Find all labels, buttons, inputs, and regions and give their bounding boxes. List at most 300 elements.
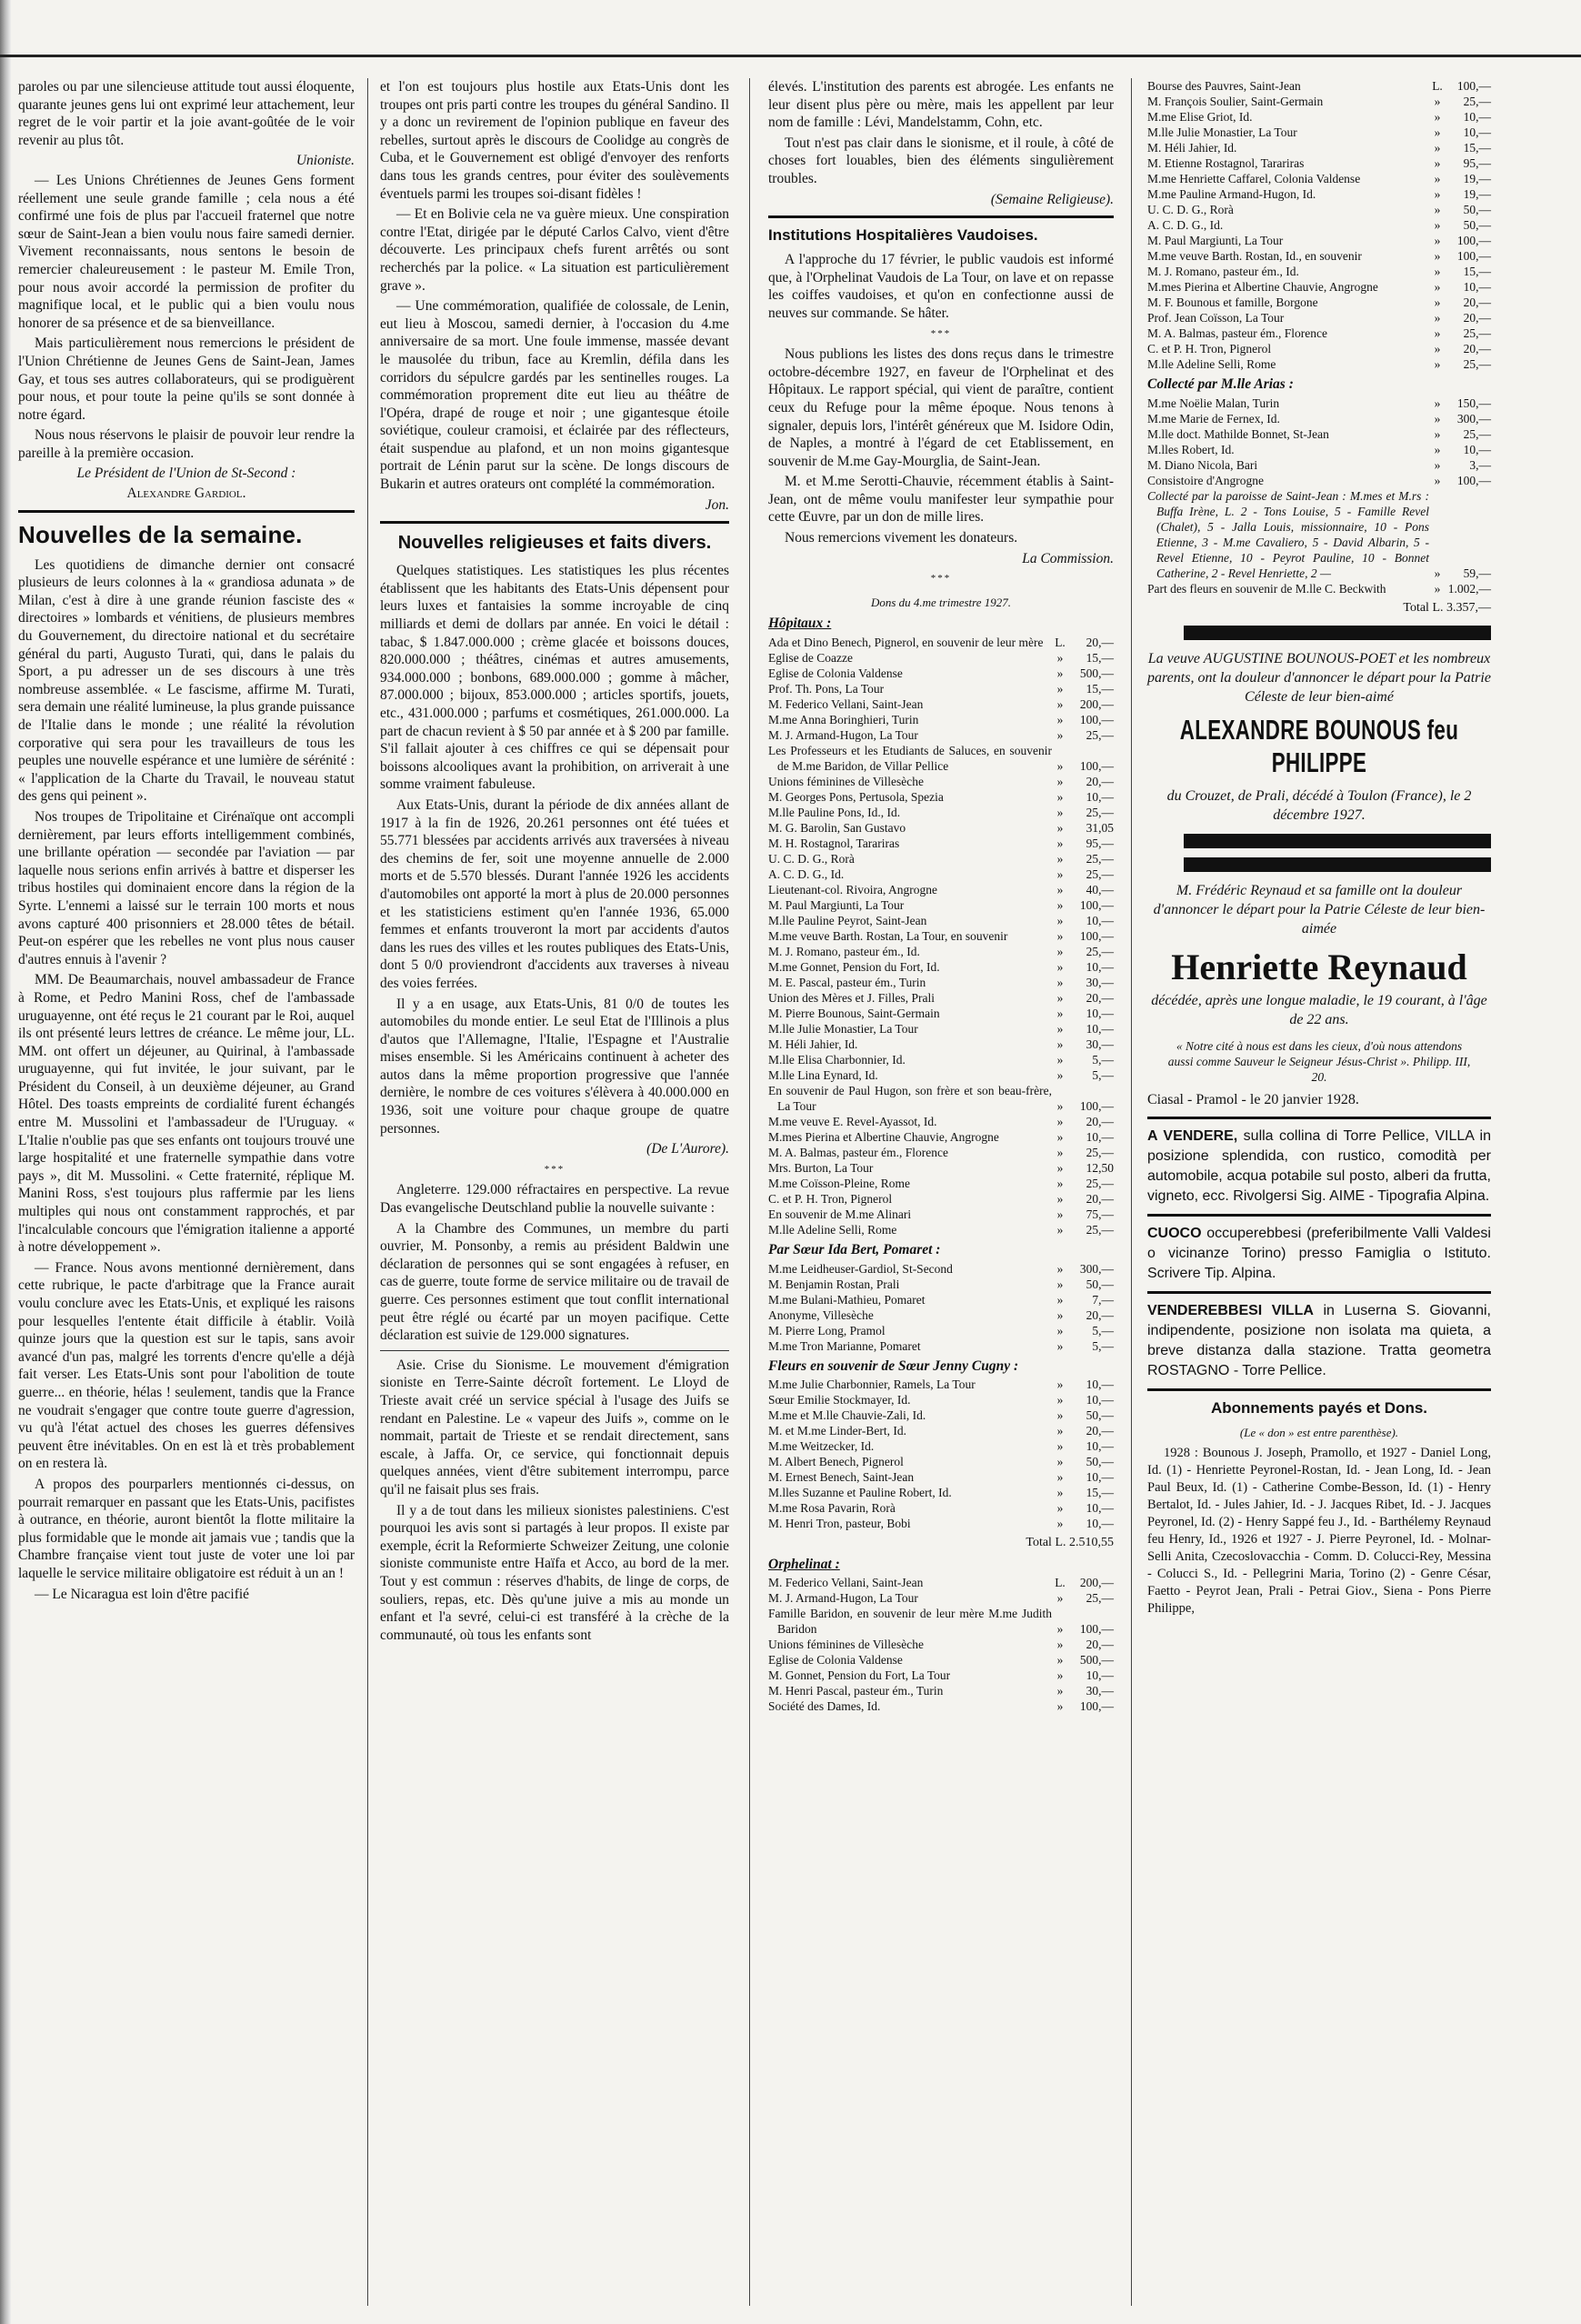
donation-amount: 30,—	[1086, 1037, 1114, 1052]
donation-row	[768, 1067, 1114, 1083]
donation-amount: 150,—	[1456, 396, 1491, 410]
donations-list	[1147, 78, 1491, 372]
currency-mark: »	[1056, 867, 1064, 882]
currency-mark: L.	[1432, 79, 1443, 93]
donation-amount: 20,—	[1086, 1638, 1114, 1652]
currency-mark: »	[1056, 1470, 1064, 1485]
donation-amount: 100,—	[1456, 249, 1491, 263]
currency-mark: »	[1056, 1277, 1064, 1291]
list-title: Hôpitaux :	[768, 616, 832, 632]
donor-name: M.me Tron Marianne, Pomaret	[768, 1338, 921, 1353]
donation-row	[1147, 442, 1491, 457]
donor-name: Eglise de Colonia Valdense	[768, 666, 903, 681]
donation-row	[1147, 279, 1491, 295]
donation-row	[768, 897, 1114, 913]
currency-mark: »	[1056, 1323, 1064, 1337]
donation-amount: 15,—	[1086, 682, 1114, 696]
donation-amount: 15,—	[1086, 651, 1114, 666]
donation-row	[768, 820, 1114, 836]
paragraph: et l'on est toujours plus hostile aux Etats-Unis dont les troupes ont pris parti contre les troupes du général Sandino. Il y a donc un revirement de l'opinion publique en faveur des rebelles, surtout après le discours de Coolidge au congrès de Cuba, et le Gouvernement est obligé d'envoyer des renforts dans tous les grands centres, pour éviter des soulèvements éventuels parmi les troupes soi-disant fidèles !	[380, 79, 729, 202]
donation-amount: 100,—	[1079, 929, 1114, 944]
donation-row	[768, 928, 1114, 944]
donation-row	[1147, 248, 1491, 264]
donation-amount: 25,—	[1086, 806, 1114, 820]
donation-row	[1147, 326, 1491, 341]
paragraph: Mais particulièrement nous remercions le président de l'Union Chrétienne de Jeunes Gens de Saint-Jean, James Gay, et tous ses autres collaborateurs, qui se prodiguèrent pour nous, et pour toute la peine qu'ils se sont donnée à notre égard.	[18, 336, 355, 423]
donor-name: Unions féminines de Villesèche	[768, 1638, 925, 1652]
donor-name: Société des Dames, Id.	[768, 1699, 881, 1714]
donor-name: Sœur Emilie Stockmayer, Id.	[768, 1393, 911, 1407]
donor-name: M.me Rosa Pavarin, Rorà	[768, 1501, 896, 1516]
currency-mark: »	[1056, 1115, 1064, 1129]
donation-amount: 10,—	[1086, 1377, 1114, 1392]
donation-row	[768, 1652, 1114, 1668]
signature: (Semaine Religieuse).	[990, 191, 1114, 207]
paragraph: Asie. Crise du Sionisme. Le mouvement d'émigration sioniste en Terre-Sainte décroît fortement. Le Lloyd de Trieste avait créé un service spécial à l'usage des Juifs se rendant en Palestine. Le « vapeur des Juifs », comme on le nommait, partait de Trieste et se rendait directement, sans escale, à Jaffa. Or, ce service, qui fonctionnait depuis quelques années, vient d'être subitement interrompu, parce qu'il ne faisait plus ses frais.	[380, 1357, 729, 1498]
donations-list	[768, 1575, 1114, 1714]
currency-mark: »	[1056, 1099, 1064, 1114]
donation-amount: 200,—	[1079, 1576, 1114, 1590]
currency-mark: »	[1056, 1192, 1064, 1207]
currency-mark: »	[1434, 357, 1441, 371]
donation-amount: 20,—	[1086, 1192, 1114, 1207]
donation-amount: 20,—	[1463, 342, 1491, 356]
donation-row	[768, 1377, 1114, 1392]
currency-mark: »	[1056, 1146, 1064, 1160]
donation-amount: 300,—	[1079, 1261, 1114, 1276]
donation-row	[768, 959, 1114, 975]
donor-name: M. et M.me Linder-Bert, Id.	[768, 1424, 906, 1438]
donor-name: M. J. Armand-Hugon, La Tour	[768, 728, 918, 743]
donation-row	[768, 975, 1114, 990]
donation-row	[768, 1454, 1114, 1469]
donation-amount: 15,—	[1463, 141, 1491, 155]
donor-name: M.me Anna Boringhieri, Turin	[768, 713, 919, 727]
currency-mark: »	[1434, 249, 1441, 263]
currency-mark: »	[1056, 883, 1064, 897]
donation-row	[1147, 426, 1491, 442]
donation-row	[1147, 125, 1491, 140]
donor-name: M.lle Adeline Selli, Rome	[768, 1223, 897, 1237]
donation-row	[768, 1590, 1114, 1606]
donation-row	[768, 743, 1114, 774]
obituary-name: Henriette Reynaud	[1171, 947, 1467, 988]
classified-ad	[1147, 1224, 1491, 1284]
donor-name: M. Georges Pons, Pertusola, Spezia	[768, 790, 944, 805]
section-heading: Institutions Hospitalières Vaudoises.	[768, 226, 1038, 245]
obituary-quote: « Notre cité à nous est dans les cieux, d'où nous attendons aussi comme Sauveur le Seigneur Jésus-Christ ». Philipp. III, 20.	[1167, 1039, 1471, 1085]
donor-name: M. Ernest Benech, Saint-Jean	[768, 1470, 915, 1485]
currency-mark: »	[1434, 442, 1441, 456]
donation-amount: 10,—	[1086, 1022, 1114, 1037]
donation-row	[1147, 171, 1491, 186]
donation-amount: 25,—	[1463, 426, 1491, 441]
currency-mark: »	[1056, 960, 1064, 975]
currency-mark: »	[1056, 1638, 1064, 1652]
donation-amount: 19,—	[1463, 172, 1491, 185]
donor-name: M.lle Pauline Peyrot, Saint-Jean	[768, 914, 927, 928]
donations-total: Total L. 3.357,—	[1403, 600, 1491, 615]
donation-amount: 100,—	[1456, 234, 1491, 247]
donation-row	[768, 1052, 1114, 1067]
section-heading: Nouvelles de la semaine.	[18, 520, 303, 548]
donation-row	[1147, 109, 1491, 125]
paragraph: MM. De Beaumarchais, nouvel ambassadeur de France à Rome, et Pedro Manini Ross, chef de l'ambassade uruguayenne, ont été reçus le 21 courant par le Roi, auquel ils ont présenté leurs lettres de créance. Le même jour, LL. MM. ont offert un déjeuner, au Quirinal, à l'ambassade uruguayenne, qui fut invitée, le jour suivant, par le Président du Conseil, à un deuxième déjeuner, au Grand Hôtel. Des toasts empreints de cordialité furent échangés entre M. Mussolini et l'ambassadeur de l'Uruguay. « L'Italie n'oublie pas que ses enfants ont toujours trouvé une large hospitalité et une fraternelle sympathie dans votre pays », dit M. Mussolini. « Cette fraternité, réplique M. Manini Ross, s'est toujours plus raffermie par les liens multiples qui nous ont constamment rapprochés, et par l'incalculable concours que l'émigration italienne a apporté à notre développement ».	[18, 972, 355, 1256]
donor-name: M.me Elise Griot, Id.	[1147, 110, 1253, 124]
donor-name: M.me Noëlie Malan, Turin	[1147, 396, 1280, 410]
donor-name: M.lle Pauline Pons, Id., Id.	[768, 806, 901, 820]
donation-row	[768, 1222, 1114, 1237]
paragraph: 1928 : Bounous J. Joseph, Pramollo, et 1927 - Daniel Long, Id. (1) - Henriette Peyronel-Rostan, Id. - Jean Long, Id. - Jean Paul Beux, Id. (1) - Catherine Combe-Besson, Id. (1) - Henry Bertalot, Id. - Jules Jahier, Id. - J. Jacques Ribet, Id. - J. Jacques Peyronel, Id. (2) - Henry Sappé feu J., Id. - Barthélemy Reynaud feu Henry, Id., 1926 et 1927 - J. Pierre Peyronel, Id. - Molnar-Selli Anita, Czecoslovacchia - Comm. D. Colucci-Rey, Messina - Colucci S., Id. - Pellegrini Maria, Torino (2) - Genre César, Faetto - Peyrot Jean, Prali - Petrai Giov., Siena - Pons Pierre Philippe,	[1147, 1445, 1491, 1616]
section-rule	[1147, 1291, 1491, 1294]
list-title: Collecté par M.lle Arias :	[1147, 376, 1294, 392]
donation-row	[768, 1500, 1114, 1516]
donation-amount: 25,—	[1086, 945, 1114, 959]
signature: Jon.	[705, 496, 729, 513]
list-title: Orphelinat :	[768, 1556, 840, 1572]
donor-name: Bourse des Pauvres, Saint-Jean	[1147, 79, 1301, 93]
separator-stars: ***	[544, 1163, 565, 1175]
donation-amount: 10,—	[1463, 125, 1491, 139]
currency-mark: »	[1056, 713, 1064, 727]
donor-name: M. Héli Jahier, Id.	[768, 1037, 858, 1052]
donation-row	[768, 774, 1114, 789]
paragraph: — Le Nicaragua est loin d'être pacifié	[35, 1586, 250, 1602]
currency-mark: »	[1056, 1161, 1064, 1176]
currency-mark: »	[1434, 473, 1441, 487]
donation-row	[768, 1160, 1114, 1176]
currency-mark: »	[1056, 1053, 1064, 1067]
donor-name: U. C. D. G., Rorà	[768, 852, 855, 866]
paragraph: — Et en Bolivie cela ne va guère mieux. Une conspiration contre l'Etat, dirigée par le député Carlos Calvo, vient d'être découverte. Les principaux chefs furent arrêtés ou sont recherchés par la police. « La situation est particulièrement grave ».	[380, 206, 729, 294]
currency-mark: »	[1056, 929, 1064, 944]
currency-mark: »	[1434, 396, 1441, 410]
donor-name: A. C. D. G., Id.	[1147, 218, 1224, 232]
donor-name: Unions féminines de Villesèche	[768, 775, 925, 789]
donation-amount: 20,—	[1086, 1115, 1114, 1129]
donation-row	[768, 944, 1114, 959]
currency-mark: »	[1056, 1037, 1064, 1052]
donation-row	[768, 789, 1114, 805]
donation-amount: 100,—	[1456, 79, 1491, 93]
donation-row	[768, 1207, 1114, 1222]
donation-row	[768, 1668, 1114, 1683]
donation-amount: 10,—	[1086, 1517, 1114, 1531]
currency-mark: »	[1434, 156, 1441, 170]
donation-amount: 10,—	[1086, 1393, 1114, 1407]
donation-row	[1147, 581, 1491, 596]
currency-mark: »	[1434, 280, 1441, 294]
currency-mark: »	[1056, 1130, 1064, 1145]
currency-mark: »	[1434, 326, 1441, 340]
column-3	[768, 78, 1114, 1714]
donation-amount: 10,—	[1086, 960, 1114, 975]
currency-mark: »	[1434, 187, 1441, 201]
donations-list	[1147, 396, 1491, 488]
donation-amount: 25,—	[1463, 326, 1491, 340]
currency-mark: »	[1056, 945, 1064, 959]
currency-mark: »	[1056, 1022, 1064, 1037]
donations-list	[1147, 488, 1491, 596]
donor-name: M.me Pauline Armand-Hugon, Id.	[1147, 187, 1316, 201]
donor-name: Famille Baridon, en souvenir de leur mère M.me Judith Baridon	[768, 1607, 1052, 1637]
donation-row	[768, 866, 1114, 882]
paragraph: A l'approche du 17 février, le public vaudois est informé que, à l'Orphelinat Vaudois de La Tour, on lave et on repasse les coiffes vaudoises, et qu'on en confectionne aussi de neuves sur commande. Se hâter.	[768, 252, 1114, 321]
donation-amount: 20,—	[1086, 775, 1114, 789]
donor-name: C. et P. H. Tron, Pignerol	[1147, 342, 1272, 356]
donation-row	[1147, 396, 1491, 411]
donation-amount: 5,—	[1092, 1323, 1114, 1337]
donation-amount: 50,—	[1086, 1277, 1114, 1291]
currency-mark: »	[1434, 311, 1441, 325]
donation-amount: 20,—	[1086, 1424, 1114, 1438]
donor-name: En souvenir de Paul Hugon, son frère et son beau-frère, La Tour	[768, 1084, 1052, 1114]
donation-row	[768, 1606, 1114, 1637]
donation-row	[768, 1516, 1114, 1531]
donation-row	[1147, 473, 1491, 488]
donation-row	[768, 712, 1114, 727]
currency-mark: »	[1056, 1668, 1064, 1683]
signature: La Commission.	[1022, 550, 1114, 566]
currency-mark: »	[1056, 1684, 1064, 1698]
currency-mark: »	[1056, 852, 1064, 866]
section-rule	[1147, 1117, 1491, 1119]
donation-row	[1147, 356, 1491, 372]
currency-mark: »	[1056, 697, 1064, 712]
donation-amount: 25,—	[1086, 728, 1114, 743]
donation-row	[768, 1683, 1114, 1698]
top-rule	[0, 55, 1581, 57]
currency-mark: »	[1056, 1424, 1064, 1438]
currency-mark: »	[1056, 898, 1064, 913]
donation-amount: 100,—	[1079, 1699, 1114, 1714]
donation-row	[768, 1145, 1114, 1160]
donation-amount: 7,—	[1092, 1292, 1114, 1307]
currency-mark: »	[1434, 457, 1441, 472]
currency-mark: »	[1434, 218, 1441, 232]
donation-amount: 10,—	[1463, 110, 1491, 124]
donation-row	[768, 1176, 1114, 1191]
donation-row	[768, 681, 1114, 696]
donation-amount: 100,—	[1079, 1622, 1114, 1637]
currency-mark: »	[1056, 759, 1064, 774]
currency-mark: »	[1056, 1408, 1064, 1423]
currency-mark: »	[1056, 914, 1064, 928]
donation-row	[768, 1423, 1114, 1438]
donor-name: M.me Coïsson-Pleine, Rome	[768, 1177, 910, 1191]
donor-name: M. Pierre Long, Pramol	[768, 1323, 886, 1337]
donation-amount: 59,—	[1463, 566, 1491, 580]
ad-text: occuperebbesi (preferibilmente Valli Valdesi o vicinanze Torino) presso Famiglia o Istituto. Scrivere Tip. Alpina.	[1147, 1226, 1491, 1282]
donation-row	[768, 1083, 1114, 1114]
donation-amount: 95,—	[1086, 836, 1114, 851]
section-heading: Abonnements payés et Dons.	[1210, 1399, 1428, 1417]
currency-mark: »	[1056, 976, 1064, 990]
currency-mark: »	[1056, 1007, 1064, 1021]
currency-mark: »	[1434, 141, 1441, 155]
donation-amount: 50,—	[1086, 1455, 1114, 1469]
donation-row	[768, 1637, 1114, 1652]
donor-name: M.lle Elisa Charbonnier, Id.	[768, 1053, 906, 1067]
donor-name: Les Professeurs et les Etudiants de Saluces, en souvenir de M.me Baridon, de Villar Pellice	[768, 744, 1052, 774]
obituary-intro: La veuve AUGUSTINE BOUNOUS-POET et les nombreux parents, ont la douleur d'annoncer le départ pour la Patrie Céleste de leur bien-aimé	[1147, 651, 1491, 706]
currency-mark: »	[1056, 666, 1064, 681]
donation-row	[768, 1392, 1114, 1407]
obituary-name: ALEXANDRE BOUNOUS feu PHILIPPE	[1179, 714, 1459, 779]
donation-amount: 10,—	[1463, 280, 1491, 294]
paragraph: Quelques statistiques. Les statistiques les plus récentes établissent que les habitants des Etats-Unis dépensent pour leurs luxes et fantaisies la somme incroyable de cinq milliards et demi de dollars par année. En voici le détail : tabac, $ 1.847.000.000 ; crème glacée et boissons douces, 820.000.000 ; théâtres, cinémas et autres amusements, 934.000.000 ; bonbons, 689.000.000 ; gomme à mâcher, 87.000.000 ; bijoux, 853.000.000 ; articles sportifs, jouets, etc., 431.000.000 ; parfums et cosmétiques, 261.000.000. La part de chacun revient à $ 50 par année et à $ 200 par famille. S'il fallait ajouter à ces chiffres ce qui se dépensait pour boissons alcooliques avant la prohibition, on arriverait à une somme vraiment fabuleuse.	[380, 563, 729, 793]
paragraph: Les quotidiens de dimanche dernier ont consacré plusieurs de leurs colonnes à la « grandiosa adunata » de Milan, c'est à dire à une grande réunion fasciste des « directoires » lombards et vénitiens, de plusieurs membres du Gouvernement, du directoire national et du secrétaire général du parti, Augusto Turati, qui, dans le palais du Sport, a pu adresser un de ses discours à une très nombreuse assemblée. « Le fascisme, affirme M. Turati, sera demain une réalité lumineuse, la plus grande puissance de l'Italie dans le monde ; une réalité la révolution corporative qui sera pour les travailleurs de tous les peuples une nouvelle espérance et une lumière de sérénité : « l'application de la Charte du Travail, le nouveau statut des gens qui peinent ».	[18, 556, 355, 805]
currency-mark: »	[1056, 1068, 1064, 1083]
donation-row	[768, 1191, 1114, 1207]
donation-row	[768, 1037, 1114, 1052]
currency-mark: »	[1056, 1261, 1064, 1276]
donor-name: M. A. Balmas, pasteur ém., Florence	[768, 1146, 948, 1160]
paragraph: A la Chambre des Communes, un membre du parti ouvrier, M. Ponsonby, a remis au président Baldwin une déclaration de personnes qui se sont engagées à refuser, en cas de guerre, toute forme de service militaire ou de travail de guerre. Ces personnes estiment que tout conflit international peut être réglé ou écarté par un moyen pacifique. Cette déclaration est suivie de 129.000 signatures.	[380, 1220, 729, 1344]
donations-list	[768, 1377, 1114, 1531]
paragraph: Il y a en usage, aux Etats-Unis, 81 0/0 de toutes les automobiles du monde entier. Le seul Etat de l'Illinois a plus d'autos que l'Allemagne, l'Italie, l'Espagne et l'Australie mises ensemble. Si les Américains continuent à acheter des autos dans la même proportion progressive que l'année dernière, le nombre de ces voitures s'élèvera à 40.000.000 en 1936, soit une voiture pour chaque groupe de quatre personnes.	[380, 996, 729, 1137]
donation-amount: 50,—	[1463, 218, 1491, 232]
donation-row	[768, 805, 1114, 820]
donation-amount: 15,—	[1463, 265, 1491, 278]
currency-mark: »	[1056, 1501, 1064, 1516]
donor-name: M.me Marie de Fernex, Id.	[1147, 411, 1280, 426]
donor-name: M.lle Julie Monastier, La Tour	[768, 1022, 918, 1037]
donor-name: M. Pierre Bounous, Saint-Germain	[768, 1007, 940, 1021]
donation-row	[768, 1698, 1114, 1714]
donation-amount: 12,50	[1086, 1161, 1114, 1176]
donation-row	[1147, 264, 1491, 279]
donation-row	[768, 1575, 1114, 1590]
donation-row	[1147, 457, 1491, 473]
donation-amount: 100,—	[1079, 713, 1114, 727]
section-rule	[380, 521, 729, 524]
paragraph: — Les Unions Chrétiennes de Jeunes Gens forment réellement une seule grande famille ; cela nous a été confirmé une fois de plus par l'accueil fraternel que notre sœur de Saint-Jean a bien voulu nous faire samedi dernier. Vivement reconnaissants, nous sentons le besoin de remercier chaleureusement : le pasteur M. Emile Tron, pour nous avoir accordé la permission de profiter du magnifique local, et le public qui a bien voulu nous honorer de sa présence et de sa bienveillance.	[18, 172, 355, 331]
currency-mark: »	[1056, 682, 1064, 696]
donation-row	[1147, 341, 1491, 356]
paragraph: — Une commémoration, qualifiée de colossale, de Lenin, eut lieu à Moscou, samedi dernier, à l'occasion du 4.me anniversaire de sa mort. Une foule immense, massée devant le mausolée du tribun, face au Kremlin, défila dans les corridors du sépulcre gardés par les sentinelles rouges. La commémoration proprement dite eut lieu au théâtre de l'Opéra, drapé de rouge et noir ; une gigantesque étoile soviétique, couleur cramoisi, et éclairée par des réflecteurs, était suspendue au plafond, et un non moins gigantesque portrait de Lénin parut sur la scène. De longs discours de Bukarin et autres orateurs ont complété la commémoration.	[380, 298, 729, 493]
ad-text: in Luserna S. Giovanni, indipendente, posizione non isolata ma quieta, a breve distanza dalla stazione. Tratta geometra ROSTAGNO - Torre Pellice.	[1147, 1303, 1491, 1379]
currency-mark: »	[1056, 728, 1064, 743]
donation-amount: 25,—	[1086, 1591, 1114, 1606]
donor-name: M. Paul Margiunti, La Tour	[1147, 234, 1284, 247]
donation-row	[768, 1307, 1114, 1323]
donation-row	[768, 696, 1114, 712]
donor-name: Prof. Th. Pons, La Tour	[768, 682, 885, 696]
currency-mark: »	[1056, 1699, 1064, 1714]
signature: Le Président de l'Union de St-Second :	[76, 466, 296, 482]
donation-amount: 75,—	[1086, 1207, 1114, 1222]
donation-amount: 200,—	[1079, 697, 1114, 712]
donation-row	[768, 836, 1114, 851]
section-note: (Le « don » est entre parenthèse).	[1239, 1426, 1399, 1440]
currency-mark: »	[1056, 1177, 1064, 1191]
currency-mark: »	[1434, 110, 1441, 124]
donation-amount: 20,—	[1086, 1307, 1114, 1322]
donation-row	[768, 990, 1114, 1006]
donation-amount: 20,—	[1086, 991, 1114, 1006]
currency-mark: »	[1056, 775, 1064, 789]
section-rule	[18, 510, 355, 513]
donor-name: M. Etienne Rostagnol, Tarariras	[1147, 156, 1305, 170]
column-2	[380, 78, 729, 1647]
donor-name: M.lle Adeline Selli, Rome	[1147, 357, 1276, 371]
obituary-details: décédée, après une longue maladie, le 19 courant, à l'âge de 22 ans.	[1151, 993, 1487, 1028]
donor-name: M. Diano Nicola, Bari	[1147, 457, 1258, 472]
currency-mark: »	[1056, 1486, 1064, 1500]
column-4	[1147, 78, 1491, 1620]
currency-mark: »	[1434, 265, 1441, 278]
donor-name: M. G. Barolin, San Gustavo	[768, 821, 906, 836]
currency-mark: »	[1434, 411, 1441, 426]
donation-amount: 20,—	[1463, 296, 1491, 309]
column-rule	[749, 78, 750, 2306]
classified-ad	[1147, 1127, 1491, 1207]
section-rule	[768, 215, 1114, 218]
donor-name: Anonyme, Villesèche	[768, 1307, 874, 1322]
donation-amount: 100,—	[1079, 898, 1114, 913]
donor-name: M. Gonnet, Pension du Fort, La Tour	[768, 1668, 951, 1683]
paragraph: Aux Etats-Unis, durant la période de dix années allant de 1917 à la fin de 1926, 20.261 personnes ont été tuées et 55.771 blessées par accidents arrivés aux traversées à niveau des chemins de fer, soit une moyenne annuelle de 2.000 morts et de 5.570 blessés. Durant l'année 1926 les accidents d'automobiles ont apporté la mort à plus de 20.000 personnes et les statisticiens estiment qu'en l'année 1936, 65.000 femmes et enfants trouveront la mort par accidents d'autos dans les rues des villes et les routes publiques des Etats-Unis, dont 5 0/0 proviendront d'accidents aux traverses à niveau des voies ferrées.	[380, 796, 729, 991]
paragraph: Nous nous réservons le plaisir de pouvoir leur rendre la pareille à la première occasion.	[18, 427, 355, 461]
donor-name: M.me et M.lle Chauvie-Zali, Id.	[768, 1408, 926, 1423]
list-title: Fleurs en souvenir de Sœur Jenny Cugny :	[768, 1357, 1019, 1374]
donation-row	[768, 1021, 1114, 1037]
donation-amount: 40,—	[1086, 883, 1114, 897]
donor-name: M.me Gonnet, Pension du Fort, Id.	[768, 960, 940, 975]
donation-amount: 95,—	[1463, 156, 1491, 170]
donation-amount: 20,—	[1086, 636, 1114, 650]
donor-name: Eglise de Colonia Valdense	[768, 1653, 903, 1668]
donor-name: M. Henri Tron, pasteur, Bobi	[768, 1517, 911, 1531]
paragraph: Nos troupes de Tripolitaine et Cirénaïque ont accompli dernièrement, par leurs efforts intelligemment combinés, une brillante opération — secondée par l'aviation — par laquelle nous serions enfin arrivés à battre et disperser les tribus hostiles qui dominaient encore dans la région de la Syrte. L'ennemi a laissé sur le terrain 100 morts et nous avons capturé 400 prisonniers et 28.000 têtes de bétail. Peut-on espérer que les rebelles ne vont plus nous causer d'autres ennuis à l'avenir ?	[18, 808, 355, 967]
donation-amount: 10,—	[1463, 442, 1491, 456]
donation-amount: 25,—	[1086, 1223, 1114, 1237]
page-edge	[0, 0, 11, 2324]
donor-name: M. E. Pascal, pasteur ém., Turin	[768, 976, 926, 990]
donation-amount: 500,—	[1079, 1653, 1114, 1668]
donor-name: M.me veuve E. Revel-Ayassot, Id.	[768, 1115, 937, 1129]
donation-row	[768, 1292, 1114, 1307]
signature-name: Alexandre Gardiol.	[126, 486, 246, 502]
currency-mark: »	[1056, 991, 1064, 1006]
donation-row	[768, 1338, 1114, 1354]
donation-amount: 3,—	[1469, 457, 1491, 472]
donation-row	[1147, 78, 1491, 94]
donation-row	[768, 1277, 1114, 1292]
paragraph: M. et M.me Serotti-Chauvie, récemment établis à Saint-Jean, ont de même voulu manifester leur sympathie pour cette Œuvre, par un don de mille lires.	[768, 474, 1114, 526]
signature: Unioniste.	[295, 153, 355, 169]
donation-row	[768, 1129, 1114, 1145]
donation-row	[1147, 186, 1491, 202]
section-rule	[1147, 1388, 1491, 1391]
separator-stars: ***	[930, 327, 952, 339]
obituary-intro: M. Frédéric Reynaud et sa famille ont la douleur d'annoncer le départ pour la Patrie Céleste de leur bien-aimée	[1153, 883, 1486, 937]
paragraph: Tout n'est pas clair dans le sionisme, et il roule, à côté de choses fort louables, bien des éléments singulièrement troubles.	[768, 135, 1114, 186]
donor-name: M. H. Rostagnol, Tarariras	[768, 836, 900, 851]
donation-row	[1147, 488, 1491, 581]
donation-amount: 5,—	[1092, 1338, 1114, 1353]
mourning-bar	[1184, 626, 1491, 640]
donation-amount: 10,—	[1086, 1007, 1114, 1021]
column-1	[18, 78, 355, 1606]
donor-name: M. Henri Pascal, pasteur ém., Turin	[768, 1684, 944, 1698]
donor-name: M. J. Romano, pasteur ém., Id.	[768, 945, 920, 959]
donor-name: Consistoire d'Angrogne	[1147, 473, 1265, 487]
ad-lead: VENDEREBBESI VILLA	[1147, 1303, 1314, 1319]
paragraph: — France. Nous avons mentionné dernièrement, dans cette rubrique, le pacte d'arbitrage que la France aurait voulu conclure avec les Etats-Unis, et expliqué les raisons pour lesquelles l'entente était difficile à établir. Voilà quinze jours que la question est sur le tapis, sans avoir avancé d'un pas, malgré les torrents d'encre qu'elle a déjà fait verser. Les Etats-Unis sont pour l'abolition de toute guerre... en théorie, hélas ! seulement, tandis que la France ne voudrait s'engager que contre toute guerre d'agression, vu qu'à l'état actuel des choses les guerres défensives peuvent être inévitables. On en est là et très probablement on en restera là.	[18, 1259, 355, 1472]
donor-name: M. J. Romano, pasteur ém., Id.	[1147, 265, 1299, 278]
